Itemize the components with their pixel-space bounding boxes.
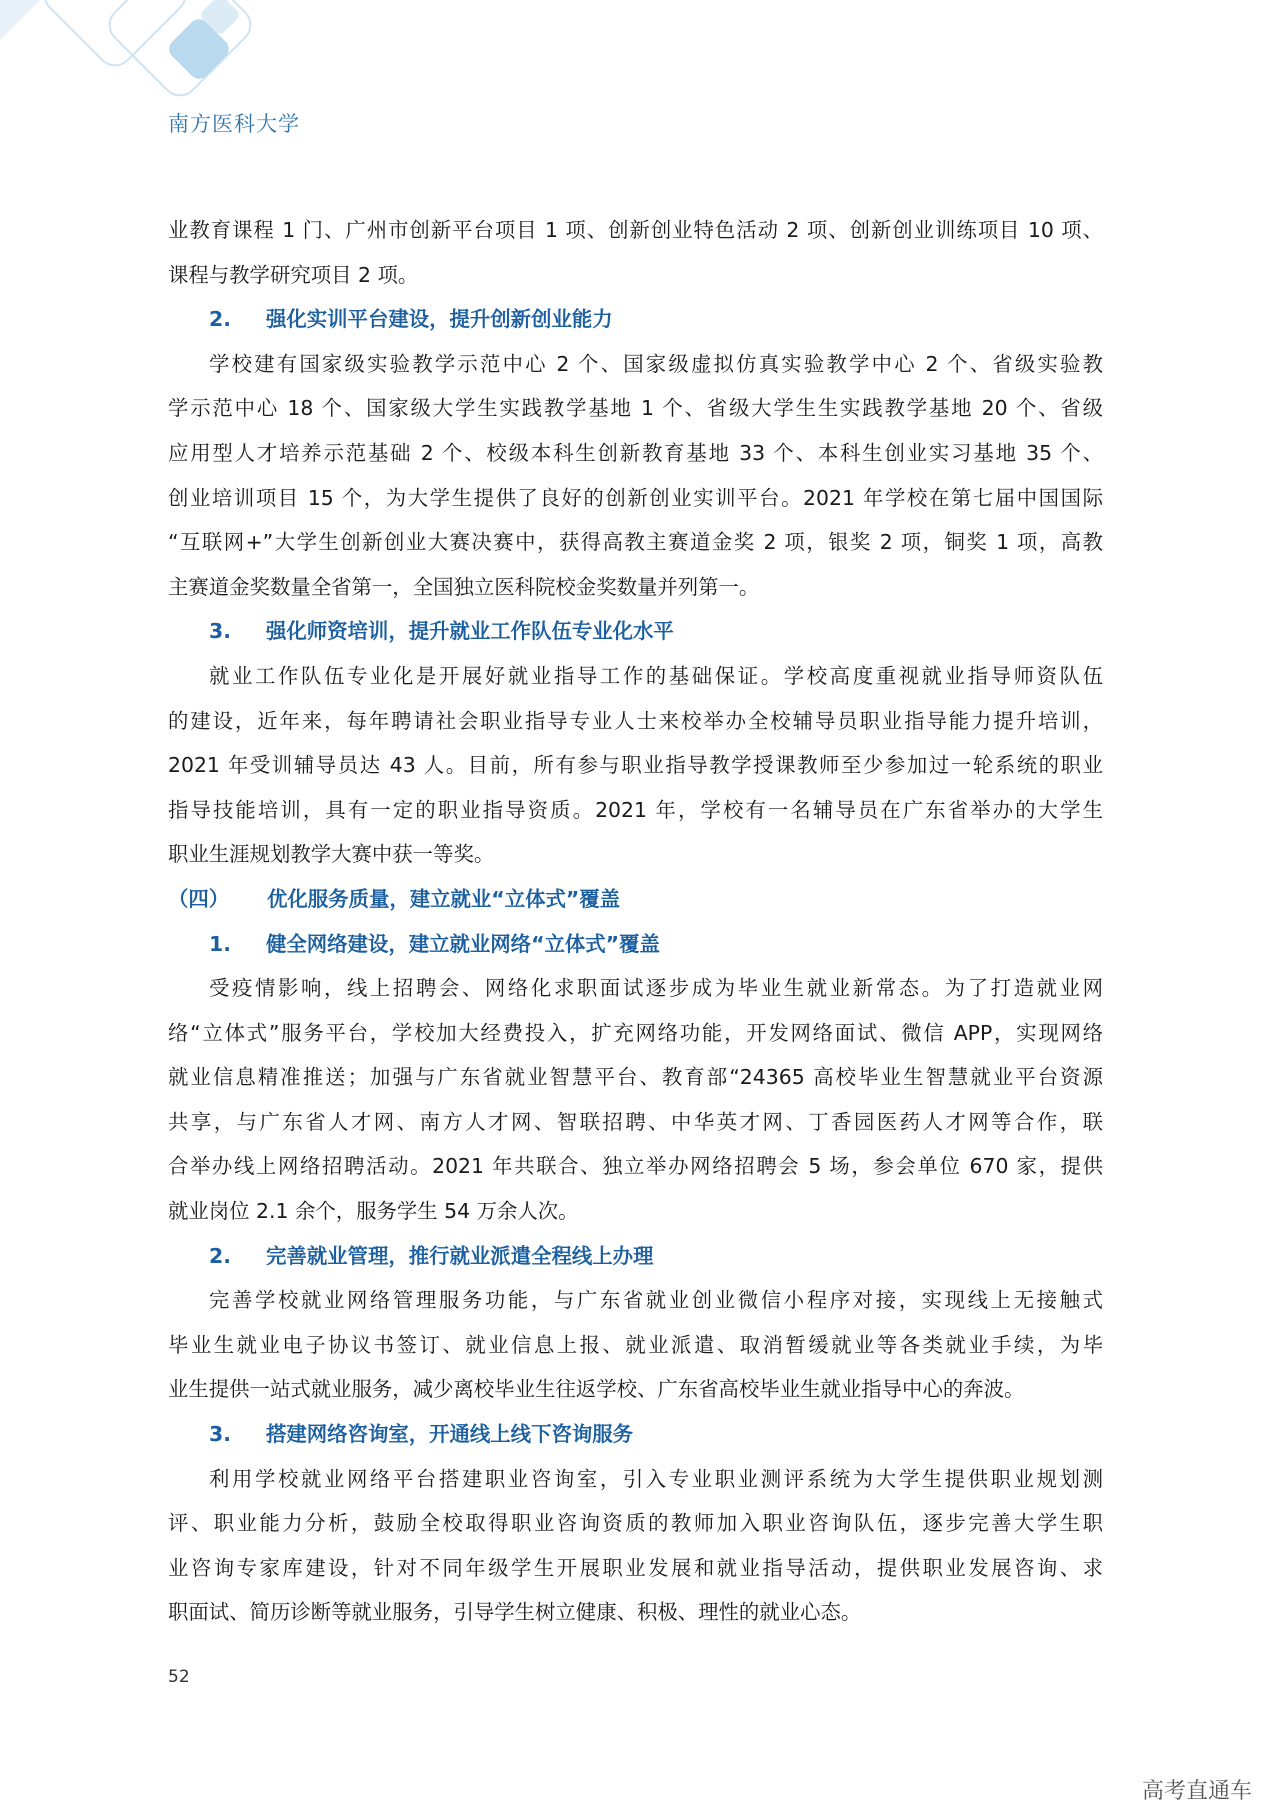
heading-text: 健全网络建设，建立就业网络“立体式”覆盖: [266, 931, 660, 956]
heading-text: 强化师资培训，提升就业工作队伍专业化水平: [266, 619, 674, 644]
heading-text: 强化实训平台建设，提升创新创业能力: [266, 307, 613, 332]
paragraph-line: 2021 年受训辅导员达 43 人。目前，所有参与职业指导教学授课教师至少参加过一轮系统的职业: [168, 753, 1103, 778]
paragraph-line: “互联网+”大学生创新创业大赛决赛中，获得高教主赛道金奖 2 项，银奖 2 项，铜奖 1 项，高教: [168, 530, 1103, 555]
heading-number: 2.: [209, 1243, 231, 1268]
page-number: 52: [168, 1667, 190, 1687]
paragraph-line: 学示范中心 18 个、国家级大学生实践教学基地 1 个、省级大学生生实践教学基地 20 个、省级: [168, 396, 1103, 421]
paragraph-line: 职业生涯规划教学大赛中获一等奖。: [168, 842, 495, 867]
heading-number: 3.: [209, 619, 231, 644]
corner-decoration: [0, 0, 270, 110]
paragraph-line: 毕业生就业电子协议书签订、就业信息上报、就业派遣、取消暂缓就业等各类就业手续，为毕: [168, 1332, 1103, 1357]
heading-text: 搭建网络咨询室，开通线上线下咨询服务: [266, 1422, 634, 1447]
watermark: 高考直通车: [1141, 1779, 1252, 1804]
heading-number: 3.: [209, 1422, 231, 1447]
heading-text: 完善就业管理，推行就业派遣全程线上办理: [266, 1243, 654, 1268]
paragraph-line: 的建设，近年来，每年聘请社会职业指导专业人士来校举办全校辅导员职业指导能力提升培训，: [168, 708, 1103, 733]
heading-number: 1.: [209, 931, 231, 956]
paragraph-line: 受疫情影响，线上招聘会、网络化求职面试逐步成为毕业生就业新常态。为了打造就业网: [209, 976, 1103, 1001]
paragraph-line: 合举办线上网络招聘活动。2021 年共联合、独立举办网络招聘会 5 场，参会单位 670 家，提供: [168, 1154, 1103, 1179]
paragraph-line: 络“立体式”服务平台，学校加大经费投入，扩充网络功能，开发网络面试、微信 APP，实现网络: [168, 1020, 1103, 1045]
paragraph-line: 课程与教学研究项目 2 项。: [168, 262, 419, 287]
document-body: [168, 208, 1103, 1635]
paragraph-line: 业生提供一站式就业服务，减少离校毕业生往返学校、广东省高校毕业生就业指导中心的奔波。: [168, 1377, 1025, 1402]
paragraph-line: 业教育课程 1 门、广州市创新平台项目 1 项、创新创业特色活动 2 项、创新创业训练项目 10 项、: [168, 218, 1103, 242]
paragraph-line: 业咨询专家库建设，针对不同年级学生开展职业发展和就业指导活动，提供职业发展咨询、求: [168, 1555, 1103, 1580]
heading-number: （四）: [168, 886, 230, 911]
paragraph-line: 应用型人才培养示范基础 2 个、校级本科生创新教育基地 33 个、本科生创业实习基地 35 个、: [168, 440, 1103, 465]
paragraph-line: 学校建有国家级实验教学示范中心 2 个、国家级虚拟仿真实验教学中心 2 个、省级实验教: [209, 351, 1103, 376]
paragraph-line: 创业培训项目 15 个，为大学生提供了良好的创新创业实训平台。2021 年学校在第七届中国国际: [168, 485, 1103, 510]
section-heading: [168, 609, 1103, 654]
paragraph-line: 就业工作队伍专业化是开展好就业指导工作的基础保证。学校高度重视就业指导师资队伍: [209, 663, 1103, 688]
section-heading: [168, 1412, 1103, 1457]
chapter-heading: [168, 877, 1103, 922]
paragraph-line: 评、职业能力分析，鼓励全校取得职业咨询资质的教师加入职业咨询队伍，逐步完善大学生职: [168, 1511, 1103, 1536]
paragraph-line: 就业岗位 2.1 余个，服务学生 54 万余人次。: [168, 1199, 579, 1224]
heading-text: 优化服务质量，建立就业“立体式”覆盖: [267, 886, 621, 911]
paragraph-line: 共享，与广东省人才网、南方人才网、智联招聘、中华英才网、丁香园医药人才网等合作，联: [168, 1109, 1103, 1134]
paragraph-line: 就业信息精准推送；加强与广东省就业智慧平台、教育部“24365 高校毕业生智慧就业平台资源: [168, 1065, 1103, 1090]
school-name: 南方医科大学: [168, 112, 300, 136]
section-heading: [168, 922, 1103, 967]
paragraph-line: 指导技能培训，具有一定的职业指导资质。2021 年，学校有一名辅导员在广东省举办的大学生: [168, 797, 1103, 822]
section-heading: [168, 297, 1103, 342]
section-heading: [168, 1234, 1103, 1279]
paragraph-line: 职面试、简历诊断等就业服务，引导学生树立健康、积极、理性的就业心态。: [168, 1600, 862, 1625]
paragraph-line: 完善学校就业网络管理服务功能，与广东省就业创业微信小程序对接，实现线上无接触式: [209, 1288, 1103, 1313]
heading-number: 2.: [209, 307, 231, 332]
paragraph-line: 利用学校就业网络平台搭建职业咨询室，引入专业职业测评系统为大学生提供职业规划测: [209, 1466, 1103, 1491]
paragraph-line: 主赛道金奖数量全省第一，全国独立医科院校金奖数量并列第一。: [168, 574, 760, 599]
